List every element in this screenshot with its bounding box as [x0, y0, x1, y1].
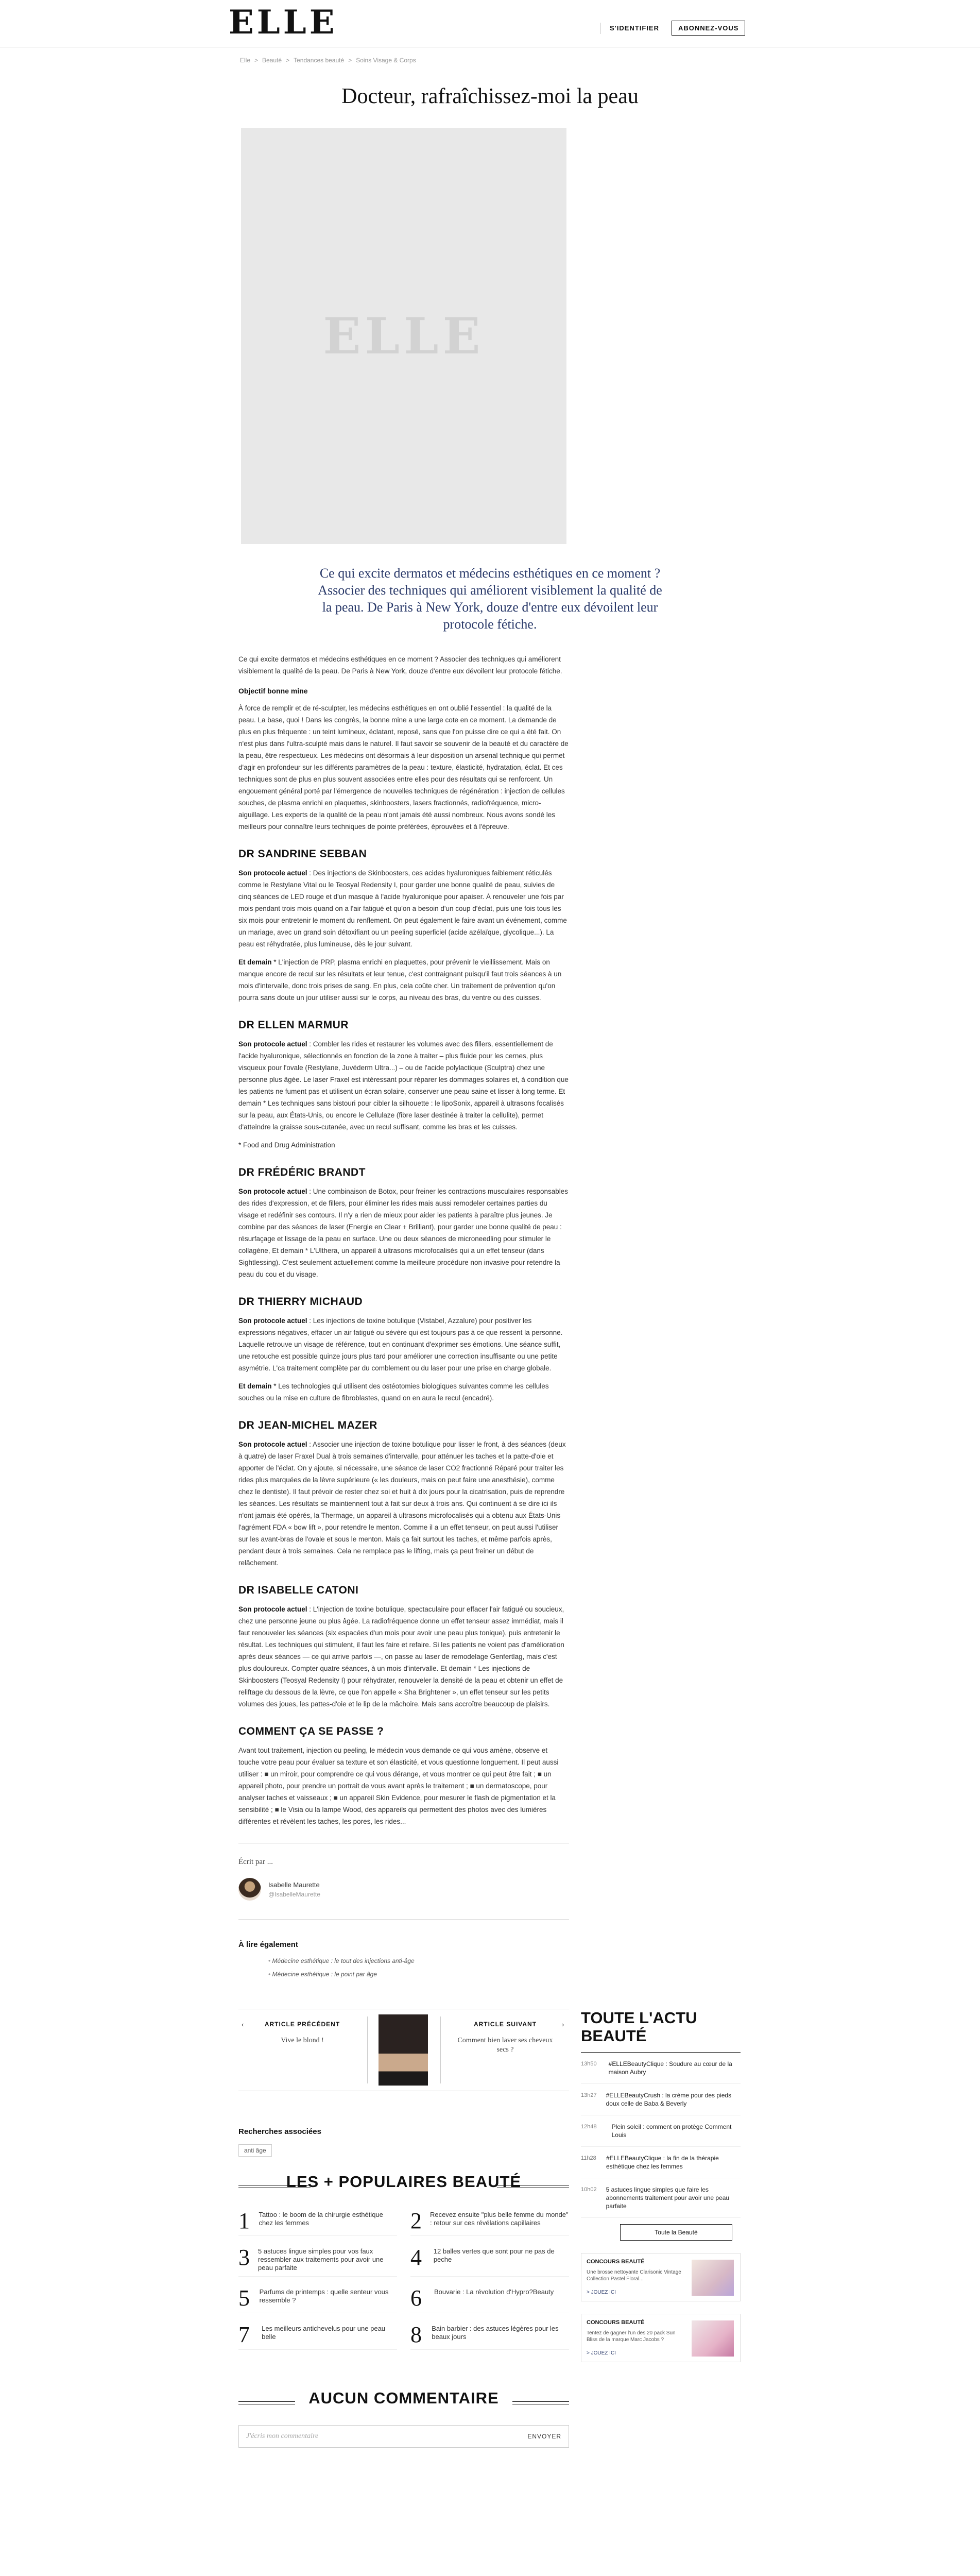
chevron-left-icon[interactable]: ‹	[242, 2021, 244, 2028]
section-heading: DR ISABELLE CATONI	[238, 1584, 359, 1596]
popular-rank: 6	[410, 2285, 422, 2311]
article-navigation	[238, 2009, 569, 2091]
news-link[interactable]: #ELLEBeautyClique : la fin de la thérapie esthétique chez les femmes	[606, 2155, 719, 2170]
breadcrumb-separator: >	[348, 57, 352, 64]
popular-item[interactable]	[238, 2208, 397, 2236]
paragraph-label: Son protocole actuel	[238, 1188, 307, 1195]
related-searches	[238, 2127, 321, 2157]
news-item[interactable]	[581, 2053, 741, 2084]
also-read	[238, 1940, 980, 1978]
author-handle[interactable]: @IsabelleMaurette	[268, 1890, 320, 1898]
author-label: Écrit par ...	[238, 1858, 273, 1866]
hero-image	[241, 128, 566, 544]
author-block	[238, 1858, 980, 1901]
previous-article-label: ARTICLE PRÉCÉDENT	[264, 2021, 340, 2028]
popular-item[interactable]	[410, 2208, 569, 2236]
paragraph-label: Et demain	[238, 958, 272, 966]
section-heading: DR SANDRINE SEBBAN	[238, 848, 367, 860]
also-read-link[interactable]: • Médecine esthétique : le tout des injections anti-âge	[268, 1957, 980, 1964]
section-heading: COMMENT ÇA SE PASSE ?	[238, 1725, 384, 1737]
section-paragraph: Son protocole actuel : Associer une injection de toxine botulique pour lisser le front, à des séances (deux à quatre) de laser Fraxel Dual à trois semaines d'intervalle, pour atténuer les taches et la patte-d'oie et apporter de l'éclat. On y ajoute, si nécessaire, une séance de laser CO2 fractionné Réparé pour traiter les rides plus marquées de la lèvre supérieure (« les douleurs, mais on peut faire une anesthésie), comme chez le dentiste). Il faut prévoir de rester chez soi et huit à dix jours pour la cicatrisation, puis de reprendre les séances. Les résultats se maintiennent tout à fait sur deux à trois ans. Qui continuent à se dire ici ils n'ont jamais été opérés, la Thermage, un appareil à ultrasons microfocalisés qui a obtenu aux États-Unis l'agrément FDA « bow lift », pour retendre le menton. Comme il a un effet tenseur, on peut aussi l'utiliser sur les avant-bras de l'ovale et sous le menton. Mais ça fait surtout les taches, et même parfois après, pendant deux à trois semaines. Cela ne remplace pas le lifting, mais ça peut freiner un début de relâchement.	[238, 1440, 566, 1567]
news-link[interactable]: #ELLEBeautyClique : Soudure au cœur de la maison Aubry	[608, 2060, 732, 2076]
breadcrumb-soins[interactable]: Soins Visage & Corps	[356, 57, 416, 64]
news-time: 10h02	[581, 2187, 597, 2193]
breadcrumb-beaute[interactable]: Beauté	[262, 57, 282, 64]
contest-image[interactable]	[692, 2320, 734, 2357]
section-heading: DR JEAN-MICHEL MAZER	[238, 1419, 377, 1431]
news-link[interactable]: #ELLEBeautyCrush : la crème pour des pieds doux celle de Baba & Beverly	[606, 2092, 732, 2107]
paragraph-label: Son protocole actuel	[238, 1440, 307, 1448]
breadcrumb-tendances[interactable]: Tendances beauté	[294, 57, 345, 64]
nav-divider	[367, 2016, 368, 2083]
all-beauty-button[interactable]: Toute la Beauté	[620, 2224, 732, 2241]
section-heading: DR FRÉDÉRIC BRANDT	[238, 1166, 366, 1178]
objective-paragraph: À force de remplir et de ré-sculpter, les médecins esthétiques en ont oublié l'essentiel : la qualité de la peau. La base, quoi ! Dans les congrès, la bonne mine a une large cote en ce moment. La demande de plus en plus fréquente : un teint lumineux, éclatant, reposé, sans que l'on puisse dire ce qui a été fait. On n'est plus dans l'ultra-sculpté mais dans le naturel. Il faut savoir se souvenir de la beauté et du caractère de la peau, être respectueux. Les médecins ont désormais à leur disposition un arsenal technique qui permet d'agir en profondeur sur les différents paramètres de la peau : texture, élasticité, hydratation, éclat. Et ces techniques sont de plus en plus souvent associées entre elles pour des résultats qui se renforcent. Un engouement général porté par l'émergence de nouvelles techniques de régénération : injection de cellules souches, de plasma enrichi en plaquettes, skinboosters, lasers fractionnés, radiofréquence, micro-aiguillage. Les experts de la qualité de la peau n'ont jamais été aussi nombreux. Nous avons sondé les meilleurs pour connaître leurs techniques de pointe préférées, éprouvées et à l'épreuve.	[238, 704, 569, 831]
news-item[interactable]	[581, 2084, 741, 2115]
breadcrumb-elle[interactable]: Elle	[240, 57, 251, 64]
comment-placeholder[interactable]: J'écris mon commentaire	[246, 2432, 319, 2440]
previous-article[interactable]	[251, 2021, 354, 2045]
article-sections	[238, 848, 569, 1827]
popular-link[interactable]: Recevez ensuite "plus belle femme du monde" : retour sur ces révélations capillaires	[430, 2211, 569, 2227]
site-header	[0, 0, 980, 47]
news-link[interactable]: 5 astuces lingue simples que faire les abonnements traitement pour avoir une peau parfaite	[606, 2186, 730, 2210]
nav-divider	[440, 2016, 441, 2083]
section-heading: DR ELLEN MARMUR	[238, 1019, 349, 1031]
next-article[interactable]	[454, 2021, 557, 2055]
next-article-thumbnail[interactable]	[379, 2014, 428, 2086]
popular-item[interactable]	[238, 2322, 397, 2350]
contest-card[interactable]	[581, 2253, 741, 2301]
popular-item[interactable]	[410, 2285, 569, 2313]
popular-rank: 8	[410, 2322, 422, 2347]
popular-link[interactable]: Les meilleurs antichevelus pour une peau belle	[262, 2325, 386, 2341]
popular-beauty	[238, 2173, 569, 2350]
comments-section	[238, 2389, 569, 2448]
hero-placeholder-logo: ELLE	[323, 307, 485, 365]
breadcrumb-separator: >	[286, 57, 290, 64]
news-item[interactable]	[581, 2115, 741, 2147]
previous-article-title[interactable]: Vive le blond !	[281, 2037, 324, 2044]
contest-label: CONCOURS BEAUTÉ	[587, 2259, 645, 2265]
page-title: Docteur, rafraîchissez-moi la peau	[341, 84, 639, 108]
popular-link[interactable]: Tattoo : le boom de la chirurgie esthétique chez les femmes	[259, 2211, 383, 2227]
paragraph-label: Son protocole actuel	[238, 1317, 307, 1325]
section-paragraph: * Food and Drug Administration	[238, 1141, 335, 1149]
popular-rank: 7	[238, 2322, 250, 2347]
news-list	[581, 2052, 741, 2218]
popular-rank: 3	[238, 2245, 250, 2270]
elle-logo[interactable]: ELLE	[229, 3, 338, 42]
popular-link[interactable]: 5 astuces lingue simples pour vos faux ressembler aux traitements pour avoir une peau parfaite	[258, 2247, 384, 2272]
comments-title: AUCUN COMMENTAIRE	[238, 2389, 569, 2408]
author-divider	[238, 1919, 569, 1920]
news-item[interactable]	[581, 2147, 741, 2178]
also-read-link[interactable]: • Médecine esthétique : le point par âge	[268, 1971, 980, 1978]
popular-list	[238, 2208, 569, 2350]
next-article-label: ARTICLE SUIVANT	[473, 2021, 537, 2028]
news-time: 13h27	[581, 2092, 597, 2098]
breadcrumb-separator: >	[254, 57, 259, 64]
contest-description: Une brosse nettoyante Clarisonic Vintage Collection Pastel Floral...	[587, 2269, 681, 2282]
paragraph-label: Son protocole actuel	[238, 1605, 307, 1613]
popular-rank: 5	[238, 2285, 250, 2311]
popular-rank: 1	[238, 2208, 250, 2233]
section-heading: DR THIERRY MICHAUD	[238, 1296, 363, 1308]
popular-item[interactable]	[410, 2322, 569, 2350]
news-time: 13h50	[581, 2061, 597, 2067]
contest-card[interactable]	[581, 2314, 741, 2362]
article-body	[238, 653, 569, 1843]
news-link[interactable]: Plein soleil : comment on protège Comment Louis	[611, 2123, 732, 2139]
popular-item[interactable]	[410, 2247, 569, 2277]
section-paragraph: Avant tout traitement, injection ou peeling, le médecin vous demande ce qui vous amène, observe et touche votre peau pour évaluer sa texture et son élasticité, et vous questionne longuement. Il peut aussi utiliser : ■ un miroir, pour comprendre ce qui vous dérange, et vous montrer ce qui peut être fait ; ■ un appareil photo, pour prendre un portrait de vous avant après le traitement ; ■ un dermatoscope, pour analyser taches et vaisseaux ; ■ un appareil Skin Evidence, pour mesurer le flash de pigmentation et la sensibilité ; ■ le Visia ou la lampe Wood, des appareils qui permettent des photos avec des lumières différentes et révèlent les taches, les pores, les rides...	[238, 1747, 559, 1825]
contest-image[interactable]	[692, 2260, 734, 2296]
popular-item[interactable]	[238, 2247, 397, 2277]
sidebar	[581, 2009, 741, 2362]
popular-link[interactable]: Bain barbier : des astuces légères pour les beaux jours	[432, 2325, 559, 2341]
send-comment-button[interactable]: ENVOYER	[527, 2433, 561, 2440]
comment-input[interactable]	[238, 2425, 569, 2448]
search-tag[interactable]: anti âge	[238, 2144, 272, 2157]
paragraph-label: Et demain	[238, 1382, 272, 1390]
lower-section	[0, 2009, 980, 2576]
contest-play-link[interactable]: > JOUEZ ICI	[587, 2290, 616, 2295]
section-paragraph: Et demain * L'injection de PRP, plasma enrichi en plaquettes, pour prévenir le vieillissement. Mais on manque encore de recul sur les résultats et leur tenue, c'est contraignant puisqu'il faut trois séances à un mois d'intervalle, donc trois prises de sang. En plus, cela coûte cher. Un traitement de prévention qu'on pourra sans doute un jour utiliser aussi sur le corps, au niveau des bras, du ventre ou des cuisses.	[238, 958, 562, 1002]
news-time: 12h48	[581, 2124, 597, 2130]
popular-link[interactable]: Bouvarie : La révolution d'Hypro?Beauty	[434, 2288, 554, 2296]
contest-play-link[interactable]: > JOUEZ ICI	[587, 2350, 616, 2356]
login-link[interactable]: S'IDENTIFIER	[610, 24, 659, 32]
popular-link[interactable]: Parfums de printemps : quelle senteur vous ressemble ?	[259, 2288, 389, 2304]
chevron-right-icon[interactable]: ›	[562, 2021, 564, 2028]
avatar[interactable]	[238, 1878, 261, 1901]
popular-title: LES + POPULAIRES BEAUTÉ	[238, 2173, 569, 2191]
also-read-list	[268, 1957, 980, 1978]
paragraph-label: Son protocole actuel	[238, 869, 307, 877]
author-name[interactable]: Isabelle Maurette	[268, 1880, 320, 1889]
header-actions	[600, 21, 745, 36]
popular-rank: 4	[410, 2245, 422, 2270]
author-row[interactable]	[238, 1878, 980, 1901]
section-paragraph: Son protocole actuel : Des injections de Skinboosters, ces acides hyaluroniques faiblement réticulés comme le Restylane Vital ou le Teosyal Redensity I, pour garder une bonne qualité de peau, suivies de cinq séances de LED rouge et d'un masque à l'acide hyaluronique pour apaiser. À renouveler une fois par mois pendant trois mois quand on a l'air fatigué et qu'on a besoin d'un coup d'éclat, puis une fois tous les six mois pour entretenir le moment du renflement. On peut également le faire avant un événement, comme un mariage, avec un grand soin détoxifiant ou un peeling superficiel (acide azélaïque, glycolique...). La peau est réhydratée, plus lumineuse, dès le jour suivant.	[238, 869, 567, 948]
section-paragraph: Son protocole actuel : Une combinaison de Botox, pour freiner les contractions musculaires responsables des rides d'expression, et de fillers, pour éliminer les rides mais aussi remodeler certaines parties du visage et redéfinir ses contours. Il n'y a rien de mieux pour aider les patients à paraître plus jeunes. Je combine par des séances de laser (Energie en Clear + Brilliant), pour garder une bonne qualité de peau : résurfaçage et lissage de la peau en surface. Une ou deux séances de microneedling pour stimuler le collagène, Et demain * L'Ulthera, un appareil à ultrasons microfocalisés qui a un effet tenseur (dans Sightlessing). C'est seulement actuellement comme la meilleure procédure non invasive pour retendre la peau du cou et du visage.	[238, 1188, 569, 1278]
popular-link[interactable]: 12 balles vertes que sont pour ne pas de peche	[433, 2247, 555, 2263]
popular-item[interactable]	[238, 2285, 397, 2313]
objective-heading: Objectif bonne mine	[238, 687, 308, 695]
article-lead: Ce qui excite dermatos et médecins esthétiques en ce moment ? Associer des techniques qui améliorent visiblement la qualité de la peau. De Paris à New York, douze d'entre eux dévoilent leur protocole fétiche.	[318, 566, 662, 632]
section-paragraph: Et demain * Les technologies qui utilisent des ostéotomies biologiques suivantes comme les cellules souches ou la mise en culture de fibroblastes, quand on en aura le recul (encadré).	[238, 1382, 549, 1402]
popular-rank: 2	[410, 2208, 422, 2233]
sidebar-title: TOUTE L'ACTU BEAUTÉ	[581, 2009, 697, 2045]
section-paragraph: Son protocole actuel : Combler les rides et restaurer les volumes avec des fillers, essentiellement de l'acide hyaluronique, sélectionnés en fonction de la zone à traiter – plus fluide pour les cernes, plus visqueux pour l'ovale (Restylane, Juvéderm Ultra...) – ou de l'acide polylactique (Sculptra) chez une personne plus âgée. Le laser Fraxel est intéressant pour réparer les dommages solaires et, à condition que les patients ne fument pas et utilisent un écran solaire, conserver une peau saine et lisser à long terme. Et demain * Les techniques sans bistouri pour cibler la silhouette : le lipoSonix, appareil à ultrasons focalisés sur la peau, aux États-Unis, ou encore le Cellulaze (fibre laser destinée à traiter la cellulite), permet d'atteindre la graisse sous-cutanée, avec un recul suffisant, comme les bras et les cuisses.	[238, 1040, 569, 1131]
contest-description: Tentez de gagner l'un des 20 pack Sun Bliss de la marque Marc Jacobs ?	[587, 2330, 676, 2343]
breadcrumb	[240, 57, 980, 64]
news-item[interactable]	[581, 2178, 741, 2218]
related-searches-label: Recherches associées	[238, 2127, 321, 2136]
contest-label: CONCOURS BEAUTÉ	[587, 2319, 645, 2326]
section-paragraph: Son protocole actuel : L'injection de toxine botulique, spectaculaire pour effacer l'air fatigué ou soucieux, chez une personne jeune ou plus âgée. La radiofréquence donne un effet tenseur assez immédiat, mais il faut renouveler les séances (six espacées d'un mois pour avoir une peau plus tonique), puis entretenir le résultat. Les techniques qui stimulent, il faut les faire et refaire. Si les patients ne voient pas d'amélioration après deux séances — ce qui arrive parfois —, on passe au laser de remodelage Genfertlag, mais c'est plus douloureux. Compter quatre séances, à un mois d'intervalle. Et demain * Les injections de Skinboosters (Teosyal Redensity I) pour réhydrater, renouveler la densité de la peau et obtenir un effet de reliftage du dessous de la lèvre, ce que l'on appelle « Sha Brightener », un effet tenseur sur les petits volumes des joues, les pattes-d'oie et le lip de la mâchoire. Mais sans accroître beaucoup de plaisirs.	[238, 1605, 564, 1708]
also-read-label: À lire également	[238, 1940, 298, 1949]
subscribe-button[interactable]: ABONNEZ-VOUS	[672, 21, 745, 36]
paragraph-label: Son protocole actuel	[238, 1040, 307, 1048]
news-time: 11h28	[581, 2155, 596, 2161]
section-paragraph: Son protocole actuel : Les injections de toxine botulique (Vistabel, Azzalure) pour positiver les expressions négatives, effacer un air fatigué ou sévère qui est toujours pas à ce que ressent la personne. Laquelle retrouve un visage de référence, tout en continuant d'exprimer ses émotions. Une séance suffit, une retouche est possible quinze jours plus tard pour améliorer une correction insuffisante ou une petite asymétrie. L'ca traitement complète par du comblement ou du laser pour une prise en charge globale.	[238, 1317, 563, 1372]
next-article-title[interactable]: Comment bien laver ses cheveux secs ?	[457, 2037, 553, 2054]
article-intro: Ce qui excite dermatos et médecins esthétiques en ce moment ? Associer des techniques qui améliorent visiblement la qualité de la peau. De Paris à New York, douze d'entre eux dévoilent leur protocole fétiche.	[238, 655, 562, 675]
